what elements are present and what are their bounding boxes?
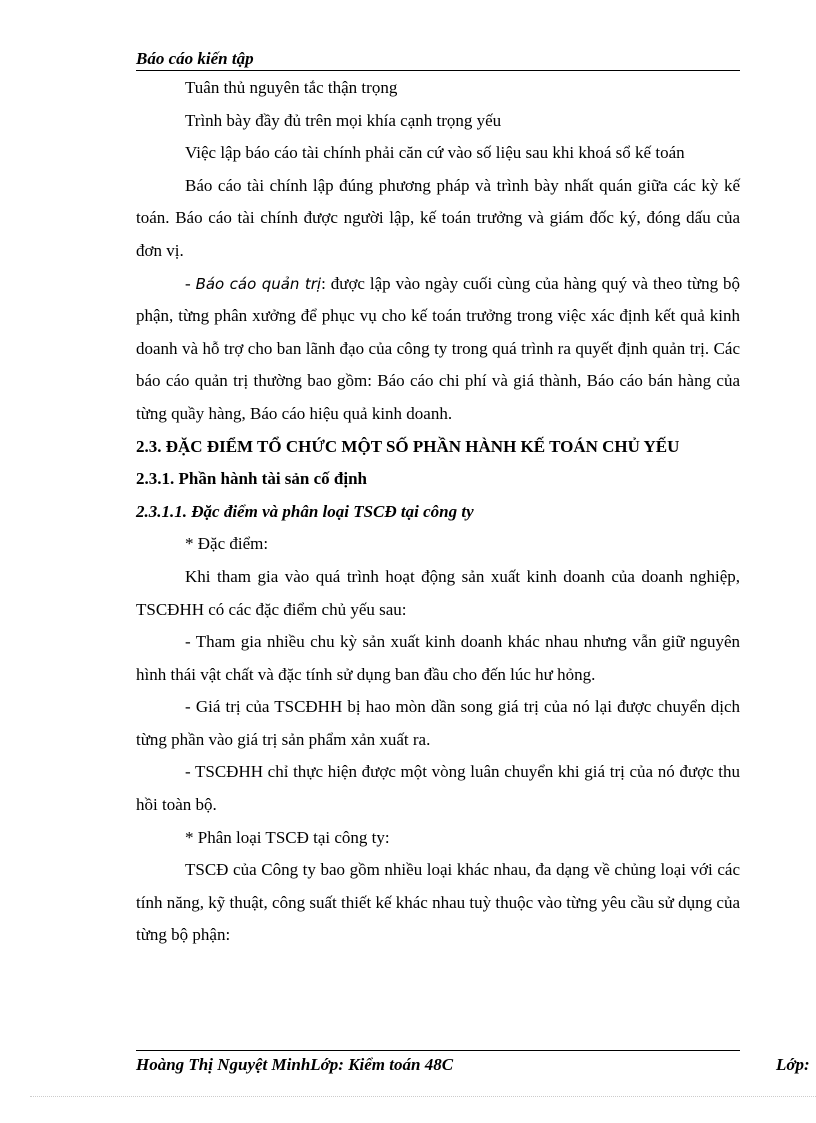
paragraph: Khi tham gia vào quá trình hoạt động sản xuất kinh doanh của doanh nghiệp, TSCĐHH có các đặc điểm chủ yếu sau: [136,566,740,619]
paragraph-text: : được lập vào ngày cuối cùng của hàng quý và theo từng bộ phận, từng phân xưởng để phục vụ cho kế toán trưởng trong việc xác định kết quả kinh doanh và hỗ trợ cho ban lãnh đạo của công ty trong quá trình ra quyết định quản trị. Các báo cáo quản trị thường bao gồm: Báo cáo chi phí và giá thành, Báo cáo bán hàng của từng quầy hàng, Báo cáo hiệu quả kinh doanh. [136,273,740,423]
paragraph: Việc lập báo cáo tài chính phải căn cứ vào số liệu sau khi khoá sổ kế toán [185,143,685,163]
footer-author: Hoàng Thị Nguyệt MinhLớp: Kiểm toán 48C [136,1055,454,1074]
paragraph: Trình bày đầy đủ trên mọi khía cạnh trọng yếu [185,110,502,130]
document-body [136,72,740,952]
paragraph: - TSCĐHH chỉ thực hiện được một vòng luân chuyển khi giá trị của nó được thu hồi toàn bộ. [136,762,740,815]
term-management-report: Báo cáo quản trị [195,274,322,293]
paragraph: * Phân loại TSCĐ tại công ty: [185,827,390,847]
footer-divider [136,1050,740,1051]
page-bottom-divider [30,1096,816,1097]
subsubsection-heading: 2.3.1.1. Đặc điểm và phân loại TSCĐ tại công ty [136,501,474,521]
paragraph-management-report [136,268,740,431]
page-header: Báo cáo kiến tập [136,49,740,71]
paragraph: Báo cáo tài chính lập đúng phương pháp và trình bày nhất quán giữa các kỳ kế toán. Báo cáo tài chính được người lập, kế toán trưởng và giám đốc ký, đóng dấu của đơn vị. [136,175,740,260]
subsection-heading: 2.3.1. Phần hành tài sản cố định [136,469,367,489]
section-heading: 2.3. ĐẶC ĐIỂM TỔ CHỨC MỘT SỐ PHẦN HÀNH KẾ TOÁN CHỦ YẾU [136,436,680,456]
paragraph: - Tham gia nhiều chu kỳ sản xuất kinh doanh khác nhau nhưng vẫn giữ nguyên hình thái vật chất và đặc tính sử dụng ban đầu cho đến lúc hư hỏng. [136,632,740,684]
footer-class-label: Lớp: [776,1055,810,1074]
paragraph: TSCĐ của Công ty bao gồm nhiều loại khác nhau, đa dạng về chủng loại với các tính năng, kỹ thuật, công suất thiết kế khác nhau tuỳ thuộc vào từng yêu cầu sử dụng của từng bộ phận: [136,860,740,945]
paragraph: Tuân thủ nguyên tắc thận trọng [185,78,398,97]
paragraph: * Đặc điểm: [185,534,269,554]
dash-prefix: - [185,273,196,293]
paragraph: - Giá trị của TSCĐHH bị hao mòn dần song giá trị của nó lại được chuyển dịch từng phần vào giá trị sản phẩm xản xuất ra. [136,697,740,749]
